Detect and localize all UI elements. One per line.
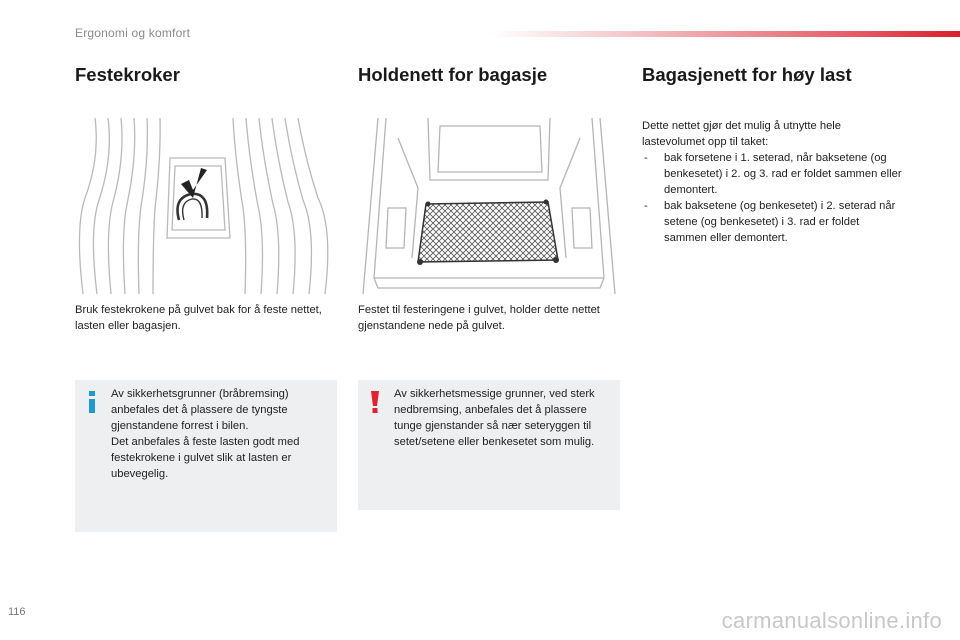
bullet-text: bak baksetene (og benkesetet) i 2. seterad når setene (og benkesetet) i 3. rad er foldet sammen eller demontert. xyxy=(664,200,896,244)
bagasjenett-body xyxy=(642,118,904,246)
heading-holdenett: Holdenett for bagasje xyxy=(358,64,548,85)
bagasjenett-intro: Dette nettet gjør det mulig å utnytte hele lastevolumet opp til taket: xyxy=(642,120,841,148)
info-note-line: Av sikkerhetsgrunner (bråbremsing) anbefales det å plassere de tyngste gjenstandene forrest i bilen. xyxy=(111,388,289,432)
warning-note-box xyxy=(358,380,620,510)
door-frame-left xyxy=(363,118,378,294)
arrow-down-icon xyxy=(181,168,207,198)
info-note-line: Det anbefales å feste lasten godt med festekrokene i gulvet slik at lasten er ubevegelig. xyxy=(111,436,300,480)
caption-festekroker: Bruk festekrokene på gulvet bak for å feste nettet, lasten eller bagasjen. xyxy=(75,304,322,332)
header-accent-rule xyxy=(490,31,960,37)
warning-icon xyxy=(368,390,382,414)
floor-hook-icon xyxy=(178,194,208,220)
info-icon xyxy=(85,390,99,414)
info-note-text xyxy=(111,386,321,482)
luggage-net-illustration xyxy=(358,118,620,294)
bullet-marker: - xyxy=(644,200,648,212)
luggage-net-icon xyxy=(418,202,558,262)
bullet-marker: - xyxy=(644,152,648,164)
watermark: carmanualsonline.info xyxy=(721,608,942,633)
heading-bagasjenett: Bagasjenett for høy last xyxy=(642,64,852,85)
bullet-item xyxy=(642,198,904,246)
info-note-box xyxy=(75,380,337,532)
bullet-item xyxy=(642,150,904,198)
floor-ribs-left xyxy=(79,118,160,294)
floor-ribs-right xyxy=(233,118,328,294)
page-number: 116 xyxy=(8,606,26,618)
warning-note-text: Av sikkerhetsmessige grunner, ved sterk nedbremsing, anbefales det å plassere tunge gjenstander så nær seteryggen til setet/setene eller benkesetet som mulig. xyxy=(394,388,595,448)
door-frame-right xyxy=(600,118,615,294)
section-header-label: Ergonomi og komfort xyxy=(75,26,191,40)
floor-hook-illustration xyxy=(75,118,337,294)
caption-holdenett: Festet til festeringene i gulvet, holder dette nettet gjenstandene nede på gulvet. xyxy=(358,304,600,332)
bullet-text: bak forsetene i 1. seterad, når baksetene (og benkesetet) i 2. og 3. rad er foldet sammen eller demontert. xyxy=(664,152,902,196)
heading-festekroker: Festekroker xyxy=(75,64,180,85)
anchor-recess xyxy=(167,158,230,238)
seat-back xyxy=(428,118,550,180)
